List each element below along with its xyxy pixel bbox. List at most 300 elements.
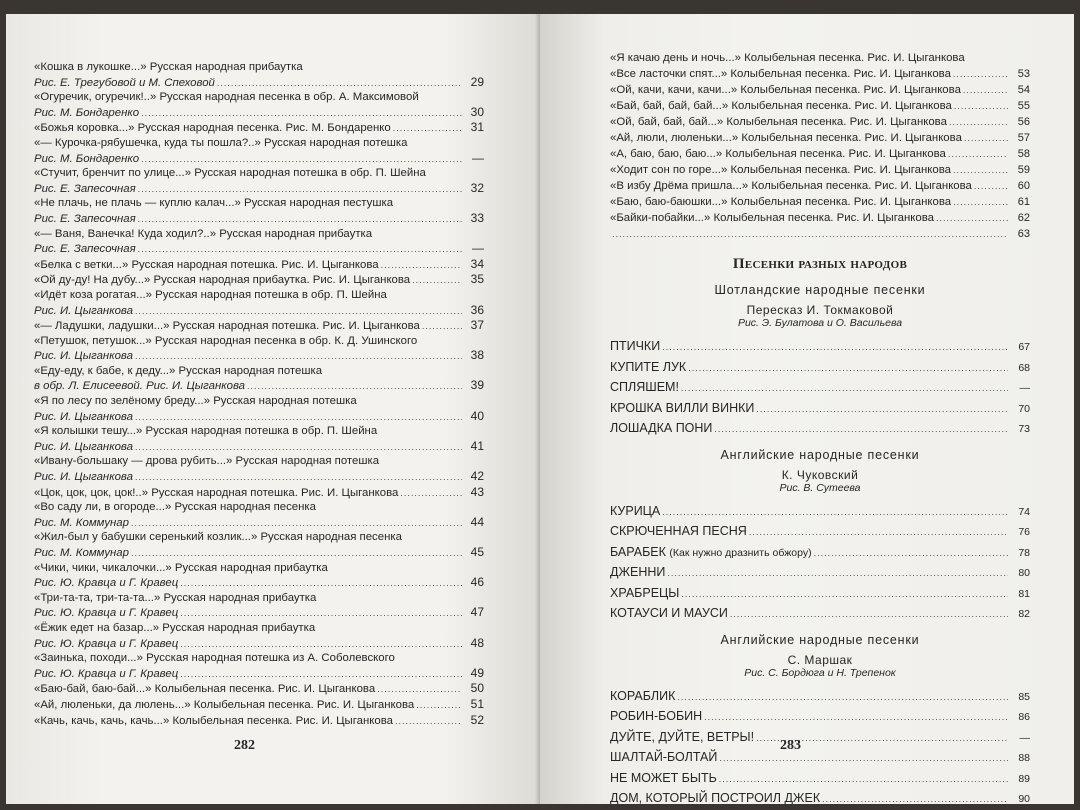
group-subtitle: Английские народные песенки [720,447,920,462]
toc-entry-title: «Цок, цок, цок, цок!..» Русская народная потешка. Рис. И. Цыганкова [34,486,399,499]
toc-entry[interactable] [34,60,484,90]
dot-leader [180,667,462,682]
toc-entry[interactable] [610,146,1030,162]
toc-entry[interactable] [34,227,484,257]
toc-page-number: 68 [1018,361,1030,374]
song-title-text: БАРАБЕК [610,544,666,559]
toc-page-number: 58 [1017,148,1030,160]
dot-leader [953,194,1008,210]
dot-leader [677,688,1008,708]
song-title-text: ХРАБРЕЦЫ [610,585,680,600]
toc-entry-title: «Бай, бай, бай, бай...» Колыбельная песенка. Рис. И. Цыганкова [610,100,952,112]
dot-leader [141,152,462,167]
toc-entry[interactable] [34,288,484,318]
dot-leader [974,178,1008,194]
toc-page-number: 41 [470,438,484,453]
song-title-text: СКРЮЧЕННАЯ ПЕСНЯ [610,524,747,538]
section-title: Песенки разных народов [732,256,908,272]
dot-leader [953,66,1008,82]
song-title-text: ПТИЧКИ [610,339,661,353]
toc-entry-line [34,181,484,197]
toc-entry-line [34,241,484,257]
toc-entry[interactable] [34,394,484,424]
toc-entry-line [610,50,1030,66]
toc-entry-credit: Рис. Е. Запесочная [34,243,136,256]
toc-entry-line [34,211,484,227]
toc-page-number: — [472,150,484,165]
toc-entry[interactable] [34,318,484,334]
song-title [610,543,812,564]
toc-entry-title: «Ой, бай, бай, бай...» Колыбельная песенка. Рис. И. Цыганкова [610,116,947,128]
toc-entry[interactable] [34,697,484,713]
toc-entry[interactable] [34,713,484,729]
dot-leader [135,410,462,425]
song-title-text: ШАЛТАЙ-БОЛТАЙ [610,750,718,764]
song-title [610,378,679,398]
toc-entry[interactable] [34,166,484,196]
toc-entry-credit: Рис. Ю. Кравца и Г. Кравец [34,667,179,680]
toc-entry-title: «Жил-был у бабушки серенький козлик...» Русская народная песенка [34,531,402,544]
toc-entry-title: «Ивану-большаку — дрова рубить...» Русская народная потешка [34,455,380,468]
toc-entry-line [34,621,484,636]
toc-entry[interactable] [610,194,1030,210]
toc-entry-line [34,575,484,591]
toc-entry-line [34,364,484,379]
toc-entry[interactable] [34,364,484,394]
toc-entry-title: «Петушок, петушок...» Русская народная песенка в обр. К. Д. Ушинского [34,334,418,347]
toc-entry-line [34,272,484,288]
toc-entry-line [34,469,484,485]
toc-entry-line [34,545,484,561]
dot-leader [400,486,462,501]
toc-entry-title: «Чики, чики, чикалочки...» Русская народная прибаутка [34,561,328,574]
toc-entry-line [34,666,484,682]
toc-entry-title: «Ай, люленьки, да люлень...» Колыбельная песенка. Рис. И. Цыганкова [34,698,415,711]
dot-leader [681,379,1008,399]
toc-page-number: 47 [470,605,484,620]
song-title [610,399,754,419]
toc-entry-line [34,454,484,469]
toc-entry-credit: Рис. М. Коммунар [34,516,129,529]
song-entry[interactable] [610,419,1030,440]
song-entry[interactable] [610,789,1030,804]
left-toc-list [34,60,484,728]
group-subtitle: Английские народные песенки [720,632,920,647]
toc-page-number: 81 [1018,587,1030,600]
toc-entry-line [34,651,484,666]
toc-entry-credit: в обр. Л. Елисеевой. Рис. И. Цыганкова [34,380,246,393]
dot-leader [612,226,1008,242]
toc-page-number: 36 [470,302,484,317]
song-title [610,419,712,439]
toc-entry-title: «Баю, баю-баюшки...» Колыбельная песенка. Рис. И. Цыганкова [610,196,952,208]
song-title-text: КУПИТЕ ЛУК [610,359,687,374]
dot-leader [949,114,1008,130]
toc-entry-line [34,257,484,273]
toc-entry-line [34,439,484,455]
toc-entry-title: «Божья коровка...» Русская народная песенка. Рис. М. Бондаренко [34,122,391,135]
toc-entry-line [610,226,1030,242]
toc-entry[interactable] [34,591,484,621]
toc-entry-line [34,90,484,105]
toc-entry-line [610,66,1030,82]
toc-page-number: 88 [1018,752,1030,764]
song-title-text: КОТАУСИ И МАУСИ [610,606,728,620]
toc-entry-line [34,605,484,621]
dot-leader [377,682,462,697]
right-page [540,14,1074,804]
toc-page-number: 53 [1017,68,1030,80]
song-title [610,522,747,542]
toc-entry-line [34,60,484,75]
toc-entry[interactable] [34,485,484,501]
song-title [610,502,660,522]
toc-entry-title: «— Курочка-рябушечка, куда ты пошла?..» Русская народная потешка [34,136,408,149]
toc-entry-title: «Ай, люли, люленьки...» Колыбельная песенка. Рис. И. Цыганкова [610,132,962,144]
dot-leader [381,258,462,273]
toc-page-number: 78 [1018,546,1030,559]
toc-entry[interactable] [34,334,484,364]
toc-entry-line [610,178,1030,194]
toc-page-number: 86 [1018,711,1030,723]
toc-entry[interactable] [34,257,484,273]
dot-leader [814,544,1008,564]
toc-page-number: 80 [1018,567,1030,579]
dot-leader [138,182,462,197]
lullaby-toc-list [610,50,1030,242]
toc-entry[interactable] [610,130,1030,146]
toc-entry-line [610,130,1030,146]
toc-page-number: 40 [470,408,484,423]
dot-leader [822,790,1008,804]
song-entry[interactable] [610,748,1030,769]
toc-entry-credit: Рис. И. Цыганкова [34,440,133,453]
dot-leader [422,319,462,334]
toc-entry-line [610,98,1030,114]
toc-entry-line [34,75,484,91]
toc-entry-credit: Рис. Е. Запесочная [34,212,136,225]
toc-entry-credit: Рис. М. Коммунар [34,547,129,559]
dot-leader [749,523,1008,543]
toc-entry-line [34,485,484,501]
toc-page-number: 62 [1017,212,1030,224]
toc-page-number: 67 [1018,341,1030,353]
toc-entry-line [34,681,484,697]
toc-entry-line [34,288,484,303]
toc-entry[interactable] [34,561,484,591]
song-title-text: ЛОШАДКА ПОНИ [610,421,713,435]
dot-leader [135,304,462,319]
toc-page-number: 43 [470,484,484,499]
toc-page-number: 89 [1018,772,1030,785]
toc-entry-credit: Рис. Ю. Кравца и Г. Кравец [34,637,179,650]
song-title-text: ДУЙТЕ, ДУЙТЕ, ВЕТРЫ! [610,729,755,744]
song-title [610,604,728,624]
dot-leader [141,106,462,121]
toc-entry[interactable] [610,162,1030,178]
toc-entry-credit: Рис. И. Цыганкова [34,304,133,317]
song-entry[interactable] [610,399,1030,420]
toc-entry-line [34,120,484,136]
toc-entry[interactable] [610,98,1030,114]
song-title [610,789,820,804]
song-entry[interactable] [610,522,1030,543]
toc-entry[interactable] [34,120,484,136]
toc-entry-line [34,515,484,531]
toc-page-number: 46 [470,575,484,590]
toc-entry-title: «Ёжик едет на базар...» Русская народная прибаутка [34,621,316,634]
toc-entry-title: «Не плачь, не плачь — куплю калач...» Русская народная пестушка [34,197,394,210]
toc-entry-title: «Ходит сон по горе...» Колыбельная песенка. Рис. И. Цыганкова [610,164,951,176]
toc-page-number: 30 [470,104,484,119]
toc-entry-line [610,210,1030,226]
group-subtitle: Шотландские народные песенки [714,283,926,297]
song-title [610,748,717,768]
toc-entry[interactable] [34,196,484,226]
toc-entry-credit: Рис. И. Цыганкова [34,471,133,484]
toc-page-number: 57 [1017,132,1030,144]
toc-entry-line [610,162,1030,178]
dot-leader [180,606,462,621]
song-entry[interactable] [610,337,1030,358]
toc-entry-title: «Ой ду-ду! На дубу...» Русская народная прибаутка. Рис. И. Цыганкова [34,274,411,287]
toc-entry-line [34,303,484,319]
toc-page-number: 85 [1018,690,1030,703]
toc-entry-line [610,146,1030,162]
toc-entry-credit: Рис. Е. Трегубовой и М. Спеховой [34,76,215,89]
toc-page-number: 50 [470,681,484,696]
toc-entry-title: «— Ладушки, ладушки...» Русская народная потешка. Рис. И. Цыганкова [34,320,420,333]
toc-entry-line [34,591,484,606]
toc-page-number: — [1019,382,1030,394]
toc-entry-title: «Заинька, походи...» Русская народная потешка из А. Соболевского [34,652,395,665]
song-entry[interactable] [610,502,1030,523]
toc-entry-credit: Рис. М. Бондаренко [34,152,140,165]
toc-entry-line [610,114,1030,130]
toc-entry-title: «Байки-побайки...» Колыбельная песенка. Рис. И. Цыганкова [610,212,934,224]
toc-entry[interactable] [610,226,1030,242]
toc-entry[interactable] [34,530,484,560]
song-entry[interactable] [610,358,1030,379]
group-illustrators: Рис. С. Бордюга и Н. Трепенок [744,666,896,679]
toc-page-number: 34 [470,256,484,271]
song-title-text: КОРАБЛИК [610,688,676,703]
song-title-text: НЕ МОЖЕТ БЫТЬ [610,770,717,785]
song-entry[interactable] [610,584,1030,605]
toc-entry-title: «Три-та-та, три-та-та...» Русская народная прибаутка [34,591,317,604]
toc-entry-title: «Я по лесу по зелёному бреду...» Русская народная потешка [34,395,357,408]
toc-entry[interactable] [34,424,484,454]
dot-leader [719,749,1008,769]
toc-entry-title: «А, баю, баю, баю...» Колыбельная песенка. Рис. И. Цыганкова [610,148,946,160]
dot-leader [395,714,462,729]
song-title-text: ДЖЕННИ [610,565,666,579]
song-title [610,563,665,583]
group-author: С. Маршак [787,652,853,667]
toc-entry-line [34,713,484,729]
song-entry[interactable] [610,707,1030,728]
toc-page-number: 76 [1018,526,1030,538]
toc-entry-title: «Качь, качь, качь, качь...» Колыбельная песенка. Рис. И. Цыганкова [34,714,393,727]
toc-entry[interactable] [610,66,1030,82]
dot-leader [217,76,462,91]
toc-page-number: 42 [470,469,484,484]
song-title-text: КРОШКА ВИЛЛИ ВИНКИ [610,400,755,415]
toc-entry-line [34,561,484,576]
toc-entry-title: «Стучит, бренчит по улице...» Русская народная потешка в обр. П. Шейна [34,167,426,180]
dot-leader [704,708,1008,728]
dot-leader [662,338,1008,358]
toc-entry-line [34,166,484,181]
song-entry[interactable] [610,543,1030,564]
toc-entry[interactable] [34,90,484,120]
toc-entry[interactable] [610,82,1030,98]
toc-entry[interactable] [34,136,484,166]
toc-entry-line [34,348,484,364]
dot-leader [954,98,1008,114]
toc-entry-title: «В избу Дрёма пришла...» Колыбельная песенка. Рис. И. Цыганкова [610,180,972,192]
left-page-number: 282 [234,738,255,753]
dot-leader [393,121,462,136]
dot-leader [964,130,1008,146]
toc-entry-title: «Ой, качи, качи, качи...» Колыбельная песенка. Рис. И. Цыганкова [610,84,961,96]
toc-page-number: 52 [470,712,484,727]
toc-page-number: 48 [470,635,484,650]
dot-leader [131,516,462,531]
dot-leader [138,212,462,227]
song-title [610,584,679,604]
group-illustrators: Рис. Э. Булатова и О. Васильева [737,317,903,329]
dot-leader [138,242,462,257]
toc-page-number: — [1019,731,1030,744]
toc-entry-title: «— Ваня, Ванечка! Куда ходил?..» Русская народная прибаутка [34,227,373,240]
song-entry[interactable] [610,687,1030,708]
toc-page-number: 38 [470,348,484,363]
toc-page-number: 31 [470,120,484,135]
song-title [610,769,717,789]
dot-leader [247,379,462,394]
toc-entry-line [34,334,484,349]
dot-leader [135,440,462,455]
toc-entry-line [34,136,484,151]
toc-entry-title: «Кошка в лукошке...» Русская народная прибаутка [34,61,303,73]
toc-entry-credit: Рис. Е. Запесочная [34,182,136,195]
toc-page-number: 33 [470,210,484,225]
song-entry[interactable] [610,769,1030,790]
toc-entry-title: «Баю-бай, баю-бай...» Колыбельная песенка. Рис. И. Цыганкова [34,683,376,696]
toc-page-number: 45 [470,545,484,559]
song-entry[interactable] [610,604,1030,625]
toc-entry-line [34,196,484,211]
toc-page-number: 35 [470,272,484,287]
group-illustrators: Рис. В. Сутеева [779,481,861,494]
toc-entry-title: «Я качаю день и ночь...» Колыбельная песенка. Рис. И. Цыганкова [610,52,965,64]
dot-leader [180,576,462,591]
dot-leader [714,420,1008,440]
dot-leader [719,770,1008,790]
dot-leader [662,503,1008,523]
toc-entry[interactable] [34,681,484,697]
group-author: Пересказ И. Токмаковой [746,303,894,317]
dot-leader [953,162,1008,178]
toc-entry-line [34,424,484,439]
toc-entry[interactable] [610,114,1030,130]
toc-page-number: 70 [1018,402,1030,415]
toc-entry-credit: Рис. М. Бондаренко [34,106,140,119]
toc-entry-title: «Идёт коза рогатая...» Русская народная потешка в обр. П. Шейна [34,288,387,301]
toc-entry-credit: Рис. И. Цыганкова [34,410,133,423]
song-title [610,728,754,748]
toc-page-number: 37 [470,318,484,333]
toc-page-number: 49 [470,665,484,680]
toc-entry[interactable] [34,651,484,681]
song-note: (Как нужно дразнить обжору) [669,546,812,559]
toc-page-number: 29 [470,74,484,89]
toc-entry-line [34,151,484,167]
toc-page-number: 73 [1018,423,1030,435]
toc-page-number: 61 [1017,196,1030,208]
dot-leader [948,146,1008,162]
toc-entry-line [34,394,484,409]
toc-entry-credit: Рис. И. Цыганкова [34,350,133,363]
dot-leader [756,400,1008,420]
song-title-text: ДОМ, КОТОРЫЙ ПОСТРОИЛ ДЖЕК [610,791,821,804]
toc-page-number: 54 [1017,84,1030,96]
song-title [610,337,660,357]
toc-entry-line [610,194,1030,210]
toc-entry[interactable] [34,272,484,288]
right-page-number: 283 [780,738,801,753]
song-title [610,687,675,707]
toc-entry[interactable] [610,210,1030,226]
toc-page-number: 44 [470,514,484,529]
song-entry[interactable] [610,563,1030,584]
left-page [6,14,540,804]
toc-entry-line [34,378,484,394]
song-entry[interactable] [610,728,1030,749]
toc-entry-line [34,105,484,121]
dot-leader [180,637,462,652]
dot-leader [730,605,1008,625]
toc-page-number: 63 [1017,228,1030,240]
song-title-text: РОБИН-БОБИН [610,709,703,723]
toc-entry-line [34,697,484,713]
toc-entry-title: «Огуречик, огуречик!..» Русская народная песенка в обр. А. Максимовой [34,91,419,104]
dot-leader [135,349,462,364]
toc-page-number: 56 [1017,116,1030,128]
toc-entry-line [34,227,484,242]
toc-page-number: 55 [1017,100,1030,112]
dot-leader [936,210,1008,226]
song-entry[interactable] [610,378,1030,399]
toc-entry-title: «Во саду ли, в огороде...» Русская народная песенка [34,501,316,514]
toc-page-number: — [472,241,484,256]
toc-entry-credit: Рис. Ю. Кравца и Г. Кравец [34,577,179,590]
dot-leader [416,698,462,713]
toc-entry[interactable] [610,50,1030,66]
song-title [610,358,686,378]
toc-entry[interactable] [610,178,1030,194]
toc-page-number: 51 [470,696,484,711]
toc-entry[interactable] [34,500,484,530]
toc-entry-title: «Я колышки тешу...» Русская народная потешка в обр. П. Шейна [34,425,378,438]
dot-leader [131,546,462,561]
song-title [610,707,702,727]
toc-entry[interactable] [34,621,484,651]
toc-entry[interactable] [34,454,484,484]
toc-entry-title: «Белка с ветки...» Русская народная потешка. Рис. И. Цыганкова [34,258,379,271]
toc-page-number: 32 [470,180,484,195]
